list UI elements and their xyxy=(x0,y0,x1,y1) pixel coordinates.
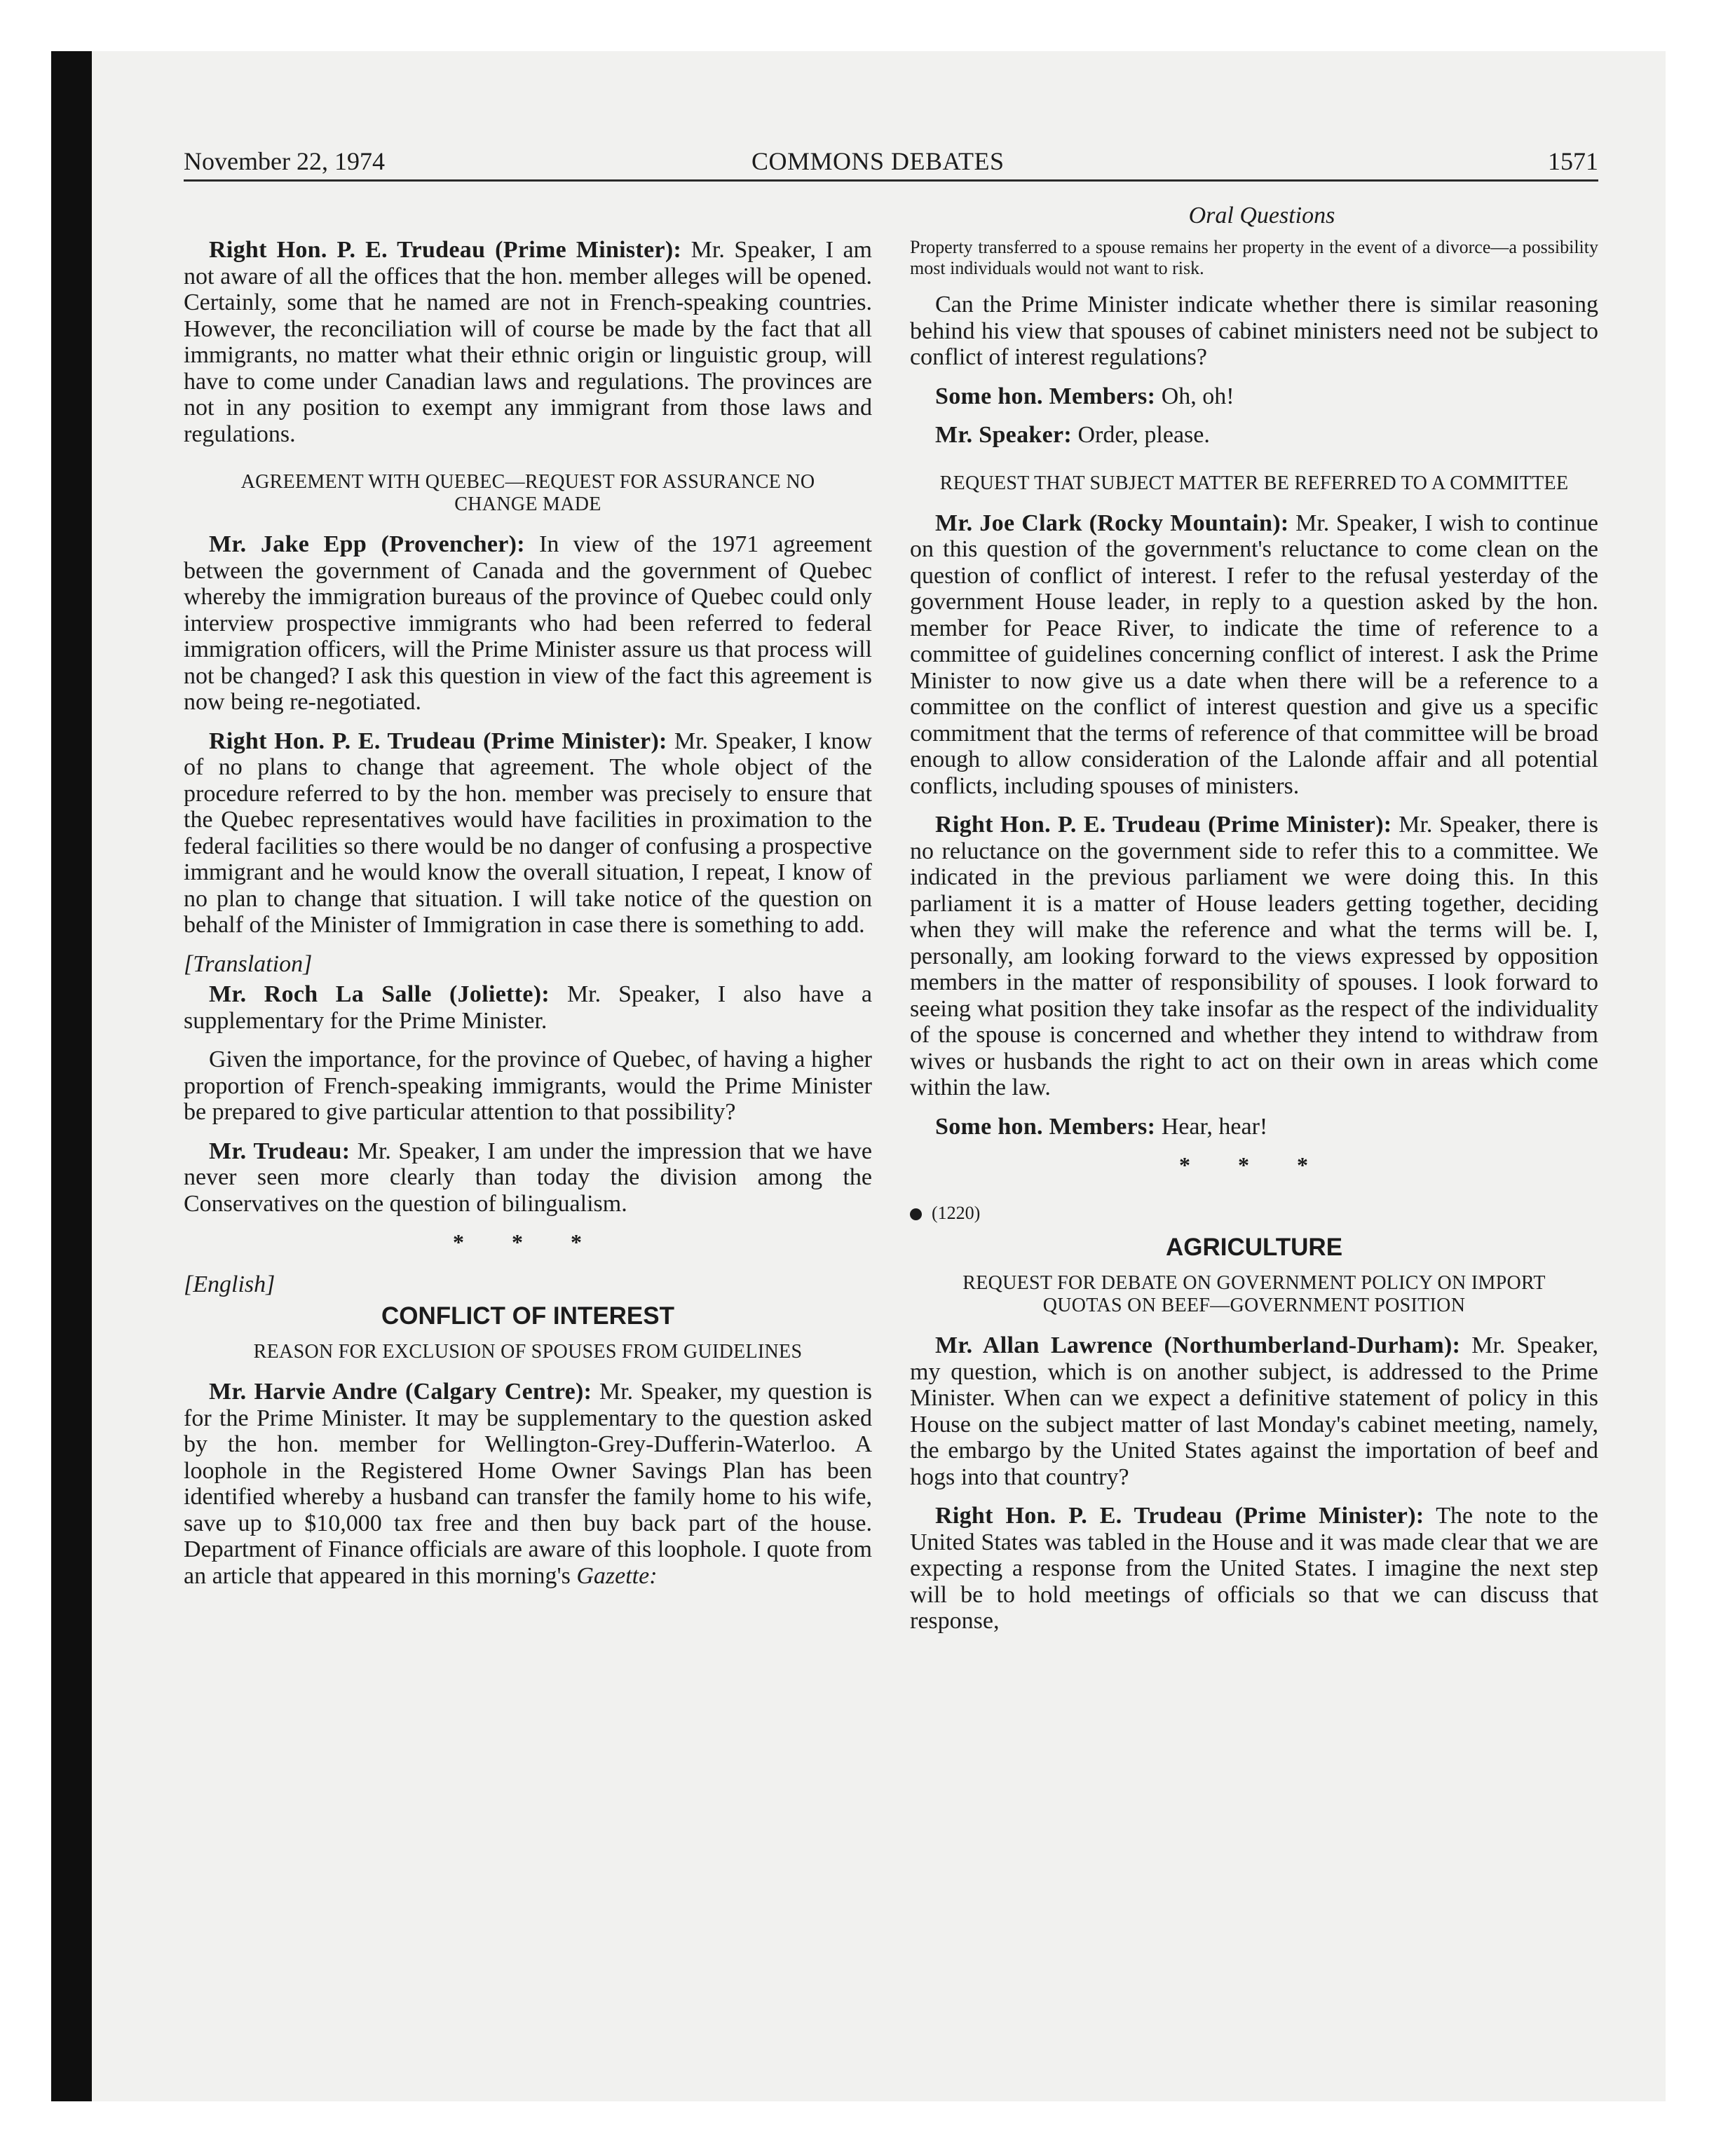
speaker-name: Some hon. Members: xyxy=(935,1113,1156,1140)
speech-text: The note to the United States was tabled in the House and it was made clear that we are expecting a response from the United States. I imagine the next step will be to hold meetings of officials so that we can discuss that response, xyxy=(910,1503,1598,1634)
running-head-date: November 22, 1974 xyxy=(184,147,385,175)
speaker-name: Mr. Trudeau: xyxy=(209,1138,351,1164)
paragraph xyxy=(910,812,1598,1101)
paragraph xyxy=(910,422,1598,449)
section-heading: CONFLICT OF INTEREST xyxy=(381,1302,675,1330)
speaker-name: Right Hon. P. E. Trudeau (Prime Minister): xyxy=(935,812,1392,838)
speaker-name: Right Hon. P. E. Trudeau (Prime Minister): xyxy=(935,1503,1424,1529)
speech-text: Oh, oh! xyxy=(1155,383,1234,409)
speech-text: Mr. Speaker, I wish to continue on this question of the government's reluctance to come clean on the question of conflict of interest. I refer to the refusal yesterday of the government House leader, in reply to a question asked by the hon. member for Peace River, to indicate the time of reference to a committee of guidelines concerning conflict of interest. I ask the Prime Minister to now give us a date when there will be a reference to a committee on the conflict of interest question and give us a specific commitment that the terms of reference of that committee will be broad enough to allow consideration of the Lalonde affair and all potential conflicts, including spouses of ministers. xyxy=(910,510,1598,799)
speaker-name: Mr. Allan Lawrence (Northumberland-Durham): xyxy=(935,1332,1461,1358)
speaker-name: Right Hon. P. E. Trudeau (Prime Minister): xyxy=(209,728,667,754)
left-column xyxy=(184,237,872,1602)
language-marker: [English] xyxy=(184,1271,275,1297)
paragraph xyxy=(910,1503,1598,1635)
paragraph: Can the Prime Minister indicate whether there is similar reasoning behind his view that spouses of cabinet ministers need not be subject to conflict of interest regulations? xyxy=(910,292,1598,370)
speech-text: Mr. Speaker, there is no reluctance on the government side to refer this to a committee. We indicated in the previous parliament we were doing this. In this parliament it is a matter of House leaders getting together, deciding when they will make the reference and what the terms will be. I, personally, am looking forward to the views expressed by opposition members in the matter of responsibility of spouses. I look forward to seeing what position they take insofar as the respect of the individuality of the spouse is concerned and whether they intend to withdraw from wives or husbands the right to act on their own in areas which come within the law. xyxy=(910,812,1598,1100)
running-head-title: COMMONS DEBATES xyxy=(751,147,1005,175)
speech-text: Order, please. xyxy=(1071,422,1210,448)
section-label: Oral Questions xyxy=(1188,203,1335,228)
time-marker xyxy=(910,1200,1598,1227)
speech-text: Hear, hear! xyxy=(1155,1113,1268,1140)
paragraph xyxy=(184,237,872,447)
paragraph xyxy=(184,981,872,1034)
speaker-name: Right Hon. P. E. Trudeau (Prime Minister): xyxy=(209,237,682,263)
speech-text: In view of the 1971 agreement between the government of Canada and the government of Quebec whereby the immigration bureaus of the province of Quebec could only interview prospective immigrants who had been referred to federal immigration officers, will the Prime Minister assure us that process will not be changed? I ask this question in view of the fact this agreement is now being re-negotiated. xyxy=(184,531,873,715)
speech-text: Mr. Speaker, I am under the impression that we have never seen more clearly than today the division among the Conservatives on the question of bilingualism. xyxy=(184,1138,873,1217)
language-marker: [Translation] xyxy=(184,950,313,977)
speaker-name: Mr. Speaker: xyxy=(935,422,1072,448)
subheading: AGREEMENT WITH QUEBEC—REQUEST FOR ASSURANCE NO CHANGE MADE xyxy=(240,471,815,515)
paragraph xyxy=(910,383,1598,410)
paragraph xyxy=(910,1332,1598,1490)
speaker-name: Mr. Joe Clark (Rocky Mountain): xyxy=(935,510,1289,536)
speaker-name: Mr. Jake Epp (Provencher): xyxy=(209,531,525,557)
paragraph xyxy=(184,531,872,716)
speech-text: Mr. Speaker, I know of no plans to change that agreement. The whole object of the procedure referred to by the hon. member was precisely to ensure that the Quebec representatives would have facilities in proximation to the federal facilities so there would be no danger of confusing a prospective immigrant and he would know the overall situation, I repeat, I know of no plan to change that situation. I will take notice of the question on behalf of the Minister of Immigration in case there is something to add. xyxy=(184,728,872,938)
paragraph xyxy=(184,728,872,939)
subheading: REQUEST FOR DEBATE ON GOVERNMENT POLICY ON IMPORT QUOTAS ON BEEF—GOVERNMENT POSITION xyxy=(962,1272,1546,1316)
subheading: REQUEST THAT SUBJECT MATTER BE REFERRED TO A COMMITTEE xyxy=(939,472,1569,494)
publication-name: Gazette: xyxy=(576,1562,658,1589)
section-separator: * * * xyxy=(453,1229,603,1255)
paragraph: Given the importance, for the province of Quebec, of having a higher proportion of French-speaking immigrants, would the Prime Minister be prepared to give particular attention to that possibility? xyxy=(184,1046,872,1125)
speech-text: Mr. Speaker, I am not aware of all the offices that the hon. member alleges will be opened. Certainly, some that he named are not in French-speaking countries. However, the reconciliation will of course be made by the fact that all immigrants, no matter what their ethnic origin or linguistic group, will have to come under Canadian laws and regulations. The provinces are not in any position to exempt any immigrant from those laws and regulations. xyxy=(184,237,872,447)
time-stamp: (1220) xyxy=(932,1202,981,1223)
paragraph xyxy=(910,1114,1598,1140)
speech-text: Mr. Speaker, my question, which is on another subject, is addressed to the Prime Minister. When can we expect a definitive statement of policy in this House on the subject matter of last Monday's cabinet meeting, namely, the embargo by the United States against the importation of beef and hogs into that country? xyxy=(910,1332,1598,1490)
speaker-name: Mr. Roch La Salle (Joliette): xyxy=(209,981,550,1007)
paragraph xyxy=(184,1379,872,1589)
block-quote: Property transferred to a spouse remains her property in the event of a divorce—a possibility most individuals would not want to risk. xyxy=(910,237,1598,278)
right-column xyxy=(910,237,1598,1647)
paragraph xyxy=(184,1138,872,1217)
bullet-dot-icon xyxy=(910,1208,922,1220)
section-heading: AGRICULTURE xyxy=(1165,1234,1343,1261)
subheading: REASON FOR EXCLUSION OF SPOUSES FROM GUIDELINES xyxy=(253,1341,803,1363)
speech-text: Mr. Speaker, my question is for the Prime Minister. It may be supplementary to the question asked by the hon. member for Wellington-Grey-Dufferin-Waterloo. A loophole in the Registered Home Owner Savings Plan has been identified whereby a husband can transfer the family home to his wife, save up to $10,000 tax free and then buy back part of the house. Department of Finance officials are aware of this loophole. I quote from an article that appeared in this morning's xyxy=(184,1379,872,1589)
section-separator: * * * xyxy=(1179,1152,1329,1178)
speaker-name: Mr. Harvie Andre (Calgary Centre): xyxy=(209,1379,592,1405)
paragraph xyxy=(910,510,1598,800)
speech-text: Mr. Speaker, I also have a supplementary for the Prime Minister. xyxy=(184,981,872,1034)
page-number: 1571 xyxy=(1548,147,1598,175)
speaker-name: Some hon. Members: xyxy=(935,383,1156,409)
scan-edge-bar xyxy=(51,51,92,2101)
header-rule xyxy=(184,179,1598,182)
